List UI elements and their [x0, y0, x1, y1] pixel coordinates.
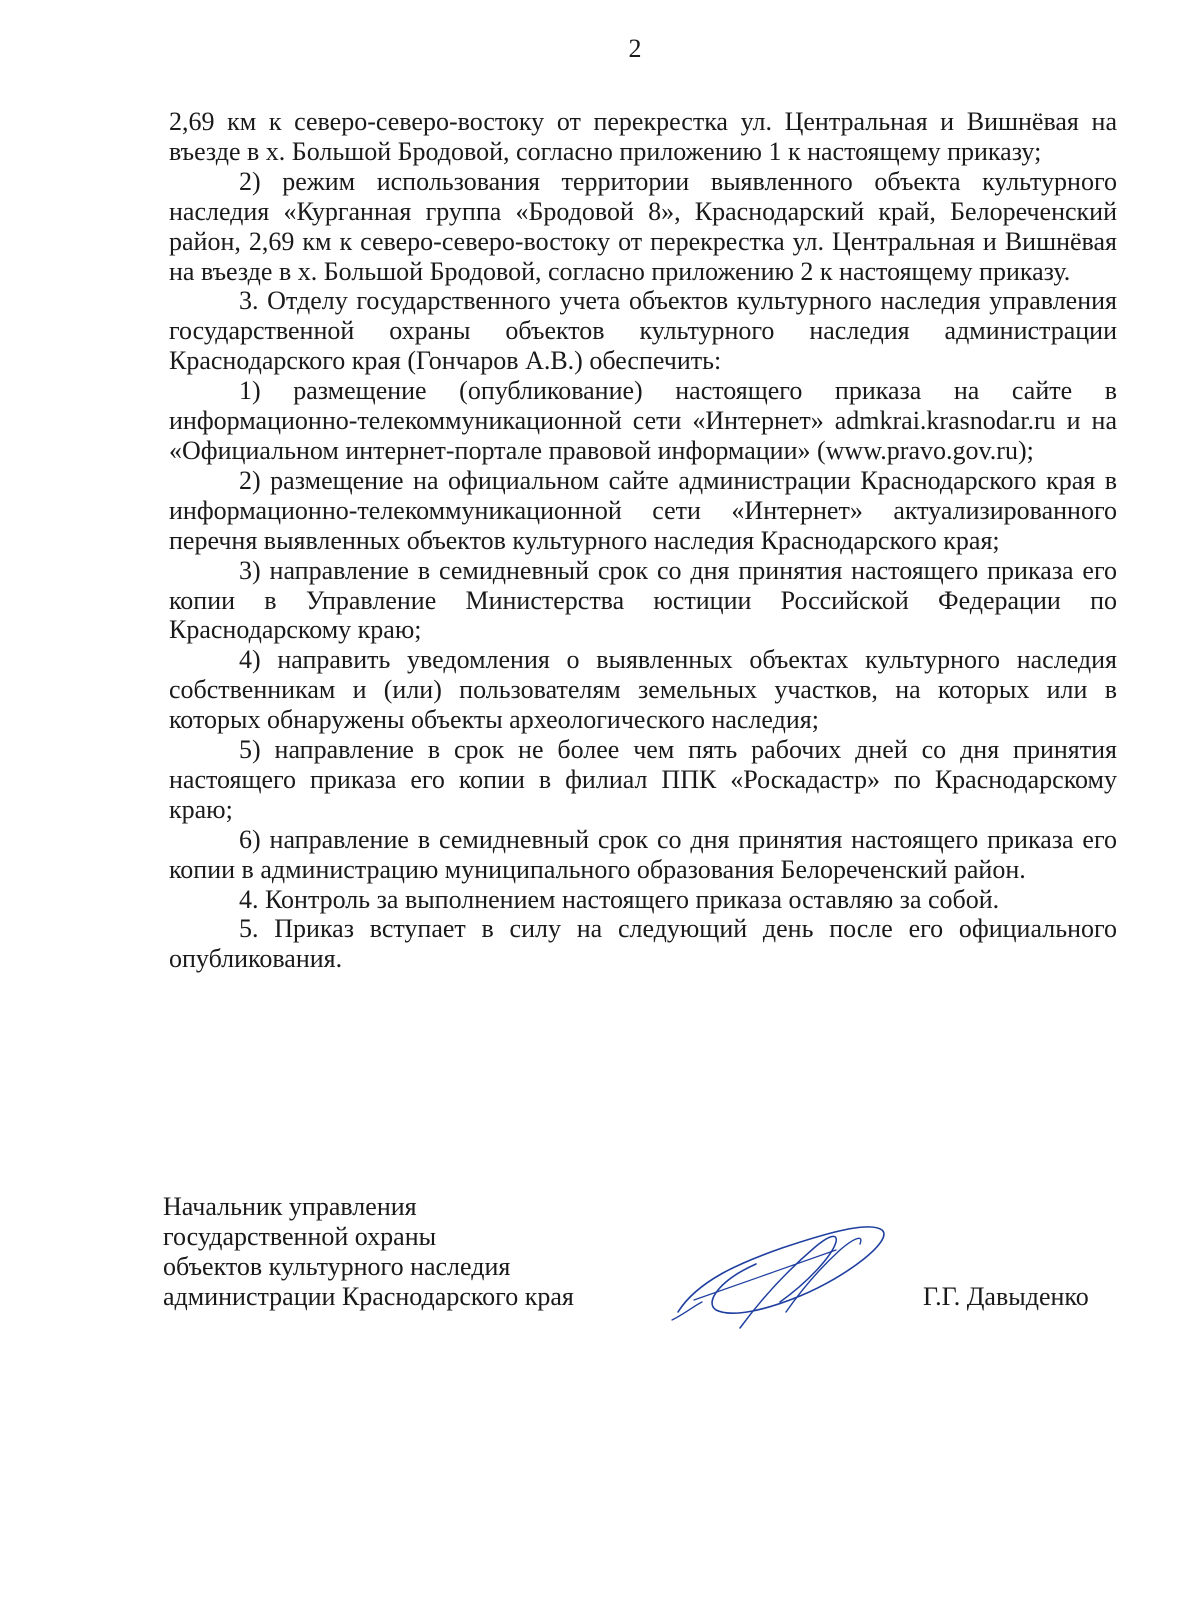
signer-name: Г.Г. Давыденко: [923, 1282, 1089, 1311]
paragraph-clause-3-item-3: 3) направление в семидневный срок со дня принятия настоящего приказа его копии в Управление Министерства юстиции Российской Федерации по Краснодарскому краю;: [169, 555, 1117, 645]
signature-block: [163, 1192, 1123, 1352]
paragraph-clause-3-item-4: 4) направить уведомления о выявленных объектах культурного наследия собственникам и (или) пользователям земельных участков, на которых или в которых обнаружены объекты археологического наследия;: [169, 645, 1117, 735]
paragraph-clause-3-item-5: 5) направление в срок не более чем пять рабочих дней со дня принятия настоящего приказа его копии в филиал ППК «Роскадастр» по Краснодарскому краю;: [169, 735, 1117, 824]
paragraph-clause-3-item-6: 6) направление в семидневный срок со дня принятия настоящего приказа его копии в администрацию муниципального образования Белореченский район.: [169, 824, 1117, 884]
signer-position: [163, 1192, 683, 1312]
handwritten-signature: [668, 1208, 893, 1336]
paragraph-clause-3-item-2: 2) размещение на официальном сайте администрации Краснодарского края в информационно-телекоммуникационной сети «Интернет» актуализированного перечня выявленных объектов культурного наследия Краснодарского края;: [169, 465, 1117, 555]
paragraph-item-2-territory-regime: 2) режим использования территории выявленного объекта культурного наследия «Курганная группа «Бродовой 8», Краснодарский край, Белореченский район, 2,69 км к северо-северо-востоку от перекрестка ул. Центральная и Вишнёвая на въезде в х. Большой Бродовой, согласно приложению 2 к настоящему приказу.: [169, 166, 1117, 286]
paragraph-clause-4: 4. Контроль за выполнением настоящего приказа оставляю за собой.: [239, 884, 1000, 914]
signer-position-line: государственной охраны: [163, 1222, 437, 1251]
page-number: 2: [628, 34, 642, 63]
paragraph-clause-3-item-1: 1) размещение (опубликование) настоящего приказа на сайте в информационно-телекоммуникационной сети «Интернет» admkrai.krasnodar.ru и на «Официальном интернет-портале правовой информации» (www.pravo.gov.ru);: [169, 376, 1117, 465]
paragraph-continuation: 2,69 км к северо-северо-востоку от перекрестка ул. Центральная и Вишнёвая на въезде в х. Большой Бродовой, согласно приложению 1 к настоящему приказу;: [169, 107, 1117, 166]
order-body: [169, 107, 1117, 974]
paragraph-clause-5: 5. Приказ вступает в силу на следующий день после его официального опубликования.: [169, 914, 1117, 974]
signer-position-line: Начальник управления: [163, 1192, 417, 1221]
paragraph-clause-3: 3. Отделу государственного учета объектов культурного наследия управления государственной охраны объектов культурного наследия администрации Краснодарского края (Гончаров А.В.) обеспечить:: [169, 286, 1117, 376]
signer-position-line: администрации Краснодарского края: [163, 1282, 574, 1311]
signer-position-line: объектов культурного наследия: [163, 1252, 511, 1281]
